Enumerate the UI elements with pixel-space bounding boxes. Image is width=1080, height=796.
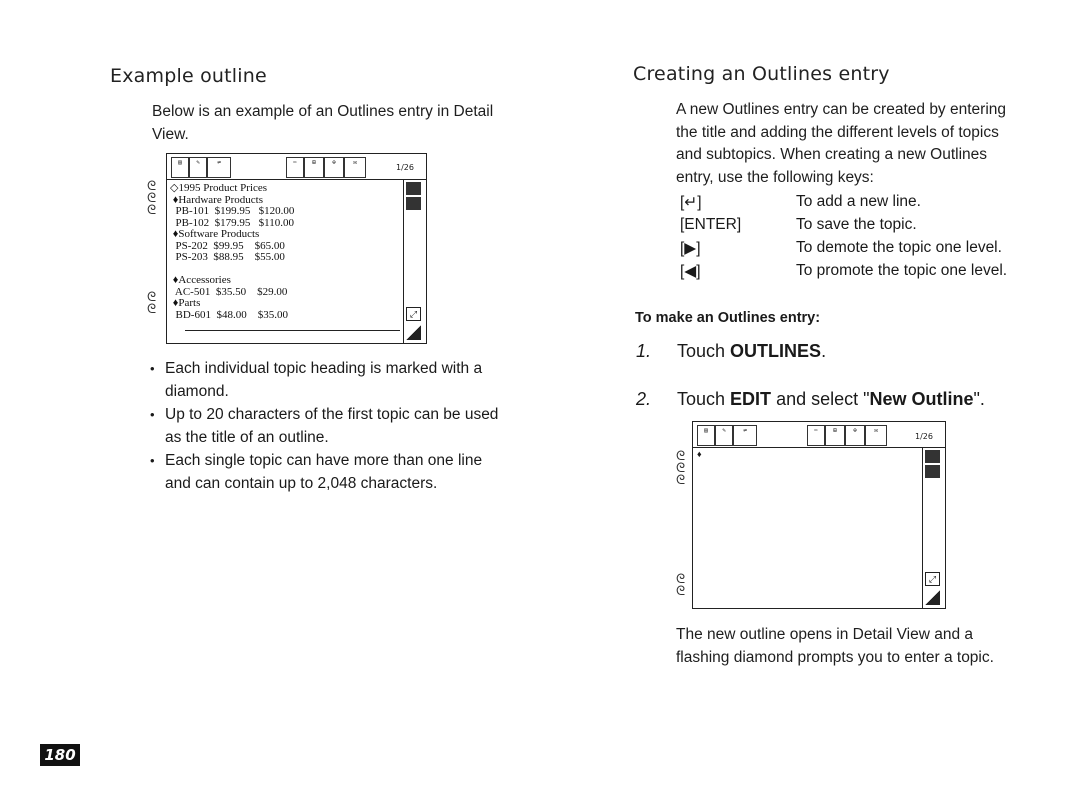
bullet-line: • Each single topic can have more than one line	[165, 452, 483, 469]
index-icon[interactable]: ▤	[697, 425, 715, 446]
ring-icon: ᘓ	[676, 461, 686, 476]
bullet-line: diamond.	[165, 382, 229, 400]
key-row	[676, 262, 1007, 285]
scroll-up-icon[interactable]	[406, 182, 421, 195]
zoom-icon[interactable]: ⤢	[925, 572, 940, 586]
key-table	[676, 193, 1007, 285]
outline-line: BD-601 $48.00 $35.00	[170, 308, 288, 321]
utils-icon[interactable]: ⇌	[207, 157, 231, 178]
step-text: and select "	[771, 389, 870, 409]
resize-corner-icon[interactable]	[925, 590, 940, 605]
page-number: 180	[40, 744, 80, 766]
show-icon[interactable]: ✎	[189, 157, 207, 178]
step-2	[636, 389, 985, 410]
resize-corner-icon[interactable]	[406, 325, 421, 340]
outline-line: PB-102 $179.95 $110.00	[170, 216, 294, 229]
zoom-icon[interactable]: ⤢	[406, 307, 421, 321]
ring-icon: ᘓ	[147, 203, 157, 218]
key-label: [▶]	[680, 240, 701, 257]
ring-icon: ᘓ	[676, 473, 686, 488]
scrollbar[interactable]	[403, 179, 404, 343]
step-text: .	[821, 341, 827, 361]
closing-text	[676, 624, 1056, 669]
bullet-line: and can contain up to 2,048 characters.	[165, 474, 438, 492]
ring-icon: ᘓ	[676, 449, 686, 464]
binding-marks	[147, 181, 163, 321]
right-intro	[676, 99, 1056, 189]
right-intro-line: entry, use the following keys:	[676, 168, 874, 186]
step-bold: OUTLINES	[730, 341, 822, 361]
key-label: [ENTER]	[680, 216, 742, 233]
ring-icon: ᘓ	[676, 584, 686, 599]
key-desc: To demote the topic one level.	[796, 239, 1002, 256]
key-row	[676, 239, 1007, 262]
scroll-page-icon[interactable]	[925, 465, 940, 478]
edit-icon[interactable]: ✂	[286, 157, 304, 178]
key-desc: To promote the topic one level.	[796, 262, 1008, 279]
screen-example	[147, 153, 429, 348]
ring-icon: ᘓ	[147, 191, 157, 206]
outline-line: ♦Software Products	[170, 228, 260, 240]
closing-line: The new outline opens in Detail View and a	[676, 626, 973, 643]
screen-new-outline	[676, 421, 948, 611]
step-number: 2.	[636, 389, 652, 409]
bullet-item	[148, 450, 548, 495]
left-intro	[152, 101, 552, 146]
step-bold: New Outline	[869, 389, 974, 409]
index-icon[interactable]: ▤	[171, 157, 189, 178]
file-it-icon[interactable]: ⊕	[845, 425, 865, 446]
ring-icon: ᘓ	[676, 572, 686, 587]
left-heading: Example outline	[110, 65, 267, 87]
procedure-subheading: To make an Outlines entry:	[635, 310, 821, 326]
send-icon[interactable]: ✉	[865, 425, 887, 446]
toolbar-divider	[693, 447, 945, 448]
show-icon[interactable]: ✎	[715, 425, 733, 446]
screen-frame	[166, 153, 427, 344]
page-counter: 1/26	[396, 163, 414, 172]
bullet-item	[148, 358, 548, 403]
step-bold: EDIT	[730, 389, 772, 409]
step-1	[636, 341, 826, 362]
ring-icon: ᘓ	[147, 179, 157, 194]
bullet-line: • Up to 20 characters of the first topic can be used	[165, 406, 499, 423]
ring-icon: ᘓ	[147, 302, 157, 317]
left-intro-line2: View.	[152, 125, 189, 143]
key-row	[676, 216, 1007, 239]
outline-lines	[170, 183, 400, 321]
toolbar	[171, 157, 421, 179]
outline-line: ♦Parts	[170, 297, 201, 309]
bullet-line: • Each individual topic heading is marked with a	[165, 360, 483, 377]
outline-line: PB-101 $199.95 $120.00	[170, 205, 295, 217]
toolbar-divider	[167, 179, 426, 180]
key-desc: To add a new line.	[796, 193, 921, 210]
edit-icon[interactable]: ✂	[807, 425, 825, 446]
binding-marks	[676, 451, 690, 601]
cursor-diamond: ♦	[697, 449, 702, 459]
send-icon[interactable]: ✉	[344, 157, 366, 178]
closing-line: flashing diamond prompts you to enter a topic.	[676, 648, 994, 666]
outline-line: ◇1995 Product Prices	[170, 182, 268, 194]
key-row	[676, 193, 1007, 216]
step-text: ".	[973, 389, 985, 409]
outline-line: AC-501 $35.50 $29.00	[170, 285, 288, 298]
right-intro-line: A new Outlines entry can be created by entering	[676, 101, 1007, 118]
key-label: [◀]	[680, 263, 701, 280]
step-text: Touch	[677, 341, 731, 361]
entry-underline	[185, 330, 400, 331]
step-text: Touch	[677, 389, 731, 409]
outline-line: ♦Hardware Products	[170, 193, 263, 206]
scrollbar[interactable]	[922, 447, 923, 608]
scroll-up-icon[interactable]	[925, 450, 940, 463]
outline-line: PS-203 $88.95 $55.00	[170, 251, 285, 263]
outline-line: PS-202 $99.95 $65.00	[170, 239, 285, 252]
right-heading: Creating an Outlines entry	[633, 63, 890, 85]
screen-frame	[692, 421, 946, 609]
bullet-item	[148, 404, 548, 449]
page-counter: 1/26	[915, 432, 933, 441]
file-it-icon[interactable]: ⊕	[324, 157, 344, 178]
key-desc: To save the topic.	[796, 216, 917, 233]
right-intro-line: the title and adding the different levels of topics	[676, 123, 999, 141]
key-label: [↵]	[680, 194, 702, 211]
right-intro-line: and subtopics. When creating a new Outlines	[676, 146, 988, 163]
ring-icon: ᘓ	[147, 290, 157, 305]
left-intro-line1: Below is an example of an Outlines entry in Detail	[152, 103, 494, 120]
scroll-page-icon[interactable]	[406, 197, 421, 210]
links-icon[interactable]: ⊞	[304, 157, 324, 178]
bullet-list	[148, 358, 548, 495]
step-number: 1.	[636, 341, 652, 361]
bullet-line: as the title of an outline.	[165, 428, 329, 446]
utils-icon[interactable]: ⇌	[733, 425, 757, 446]
links-icon[interactable]: ⊞	[825, 425, 845, 446]
toolbar	[697, 425, 942, 447]
outline-line: ♦Accessories	[170, 274, 231, 286]
